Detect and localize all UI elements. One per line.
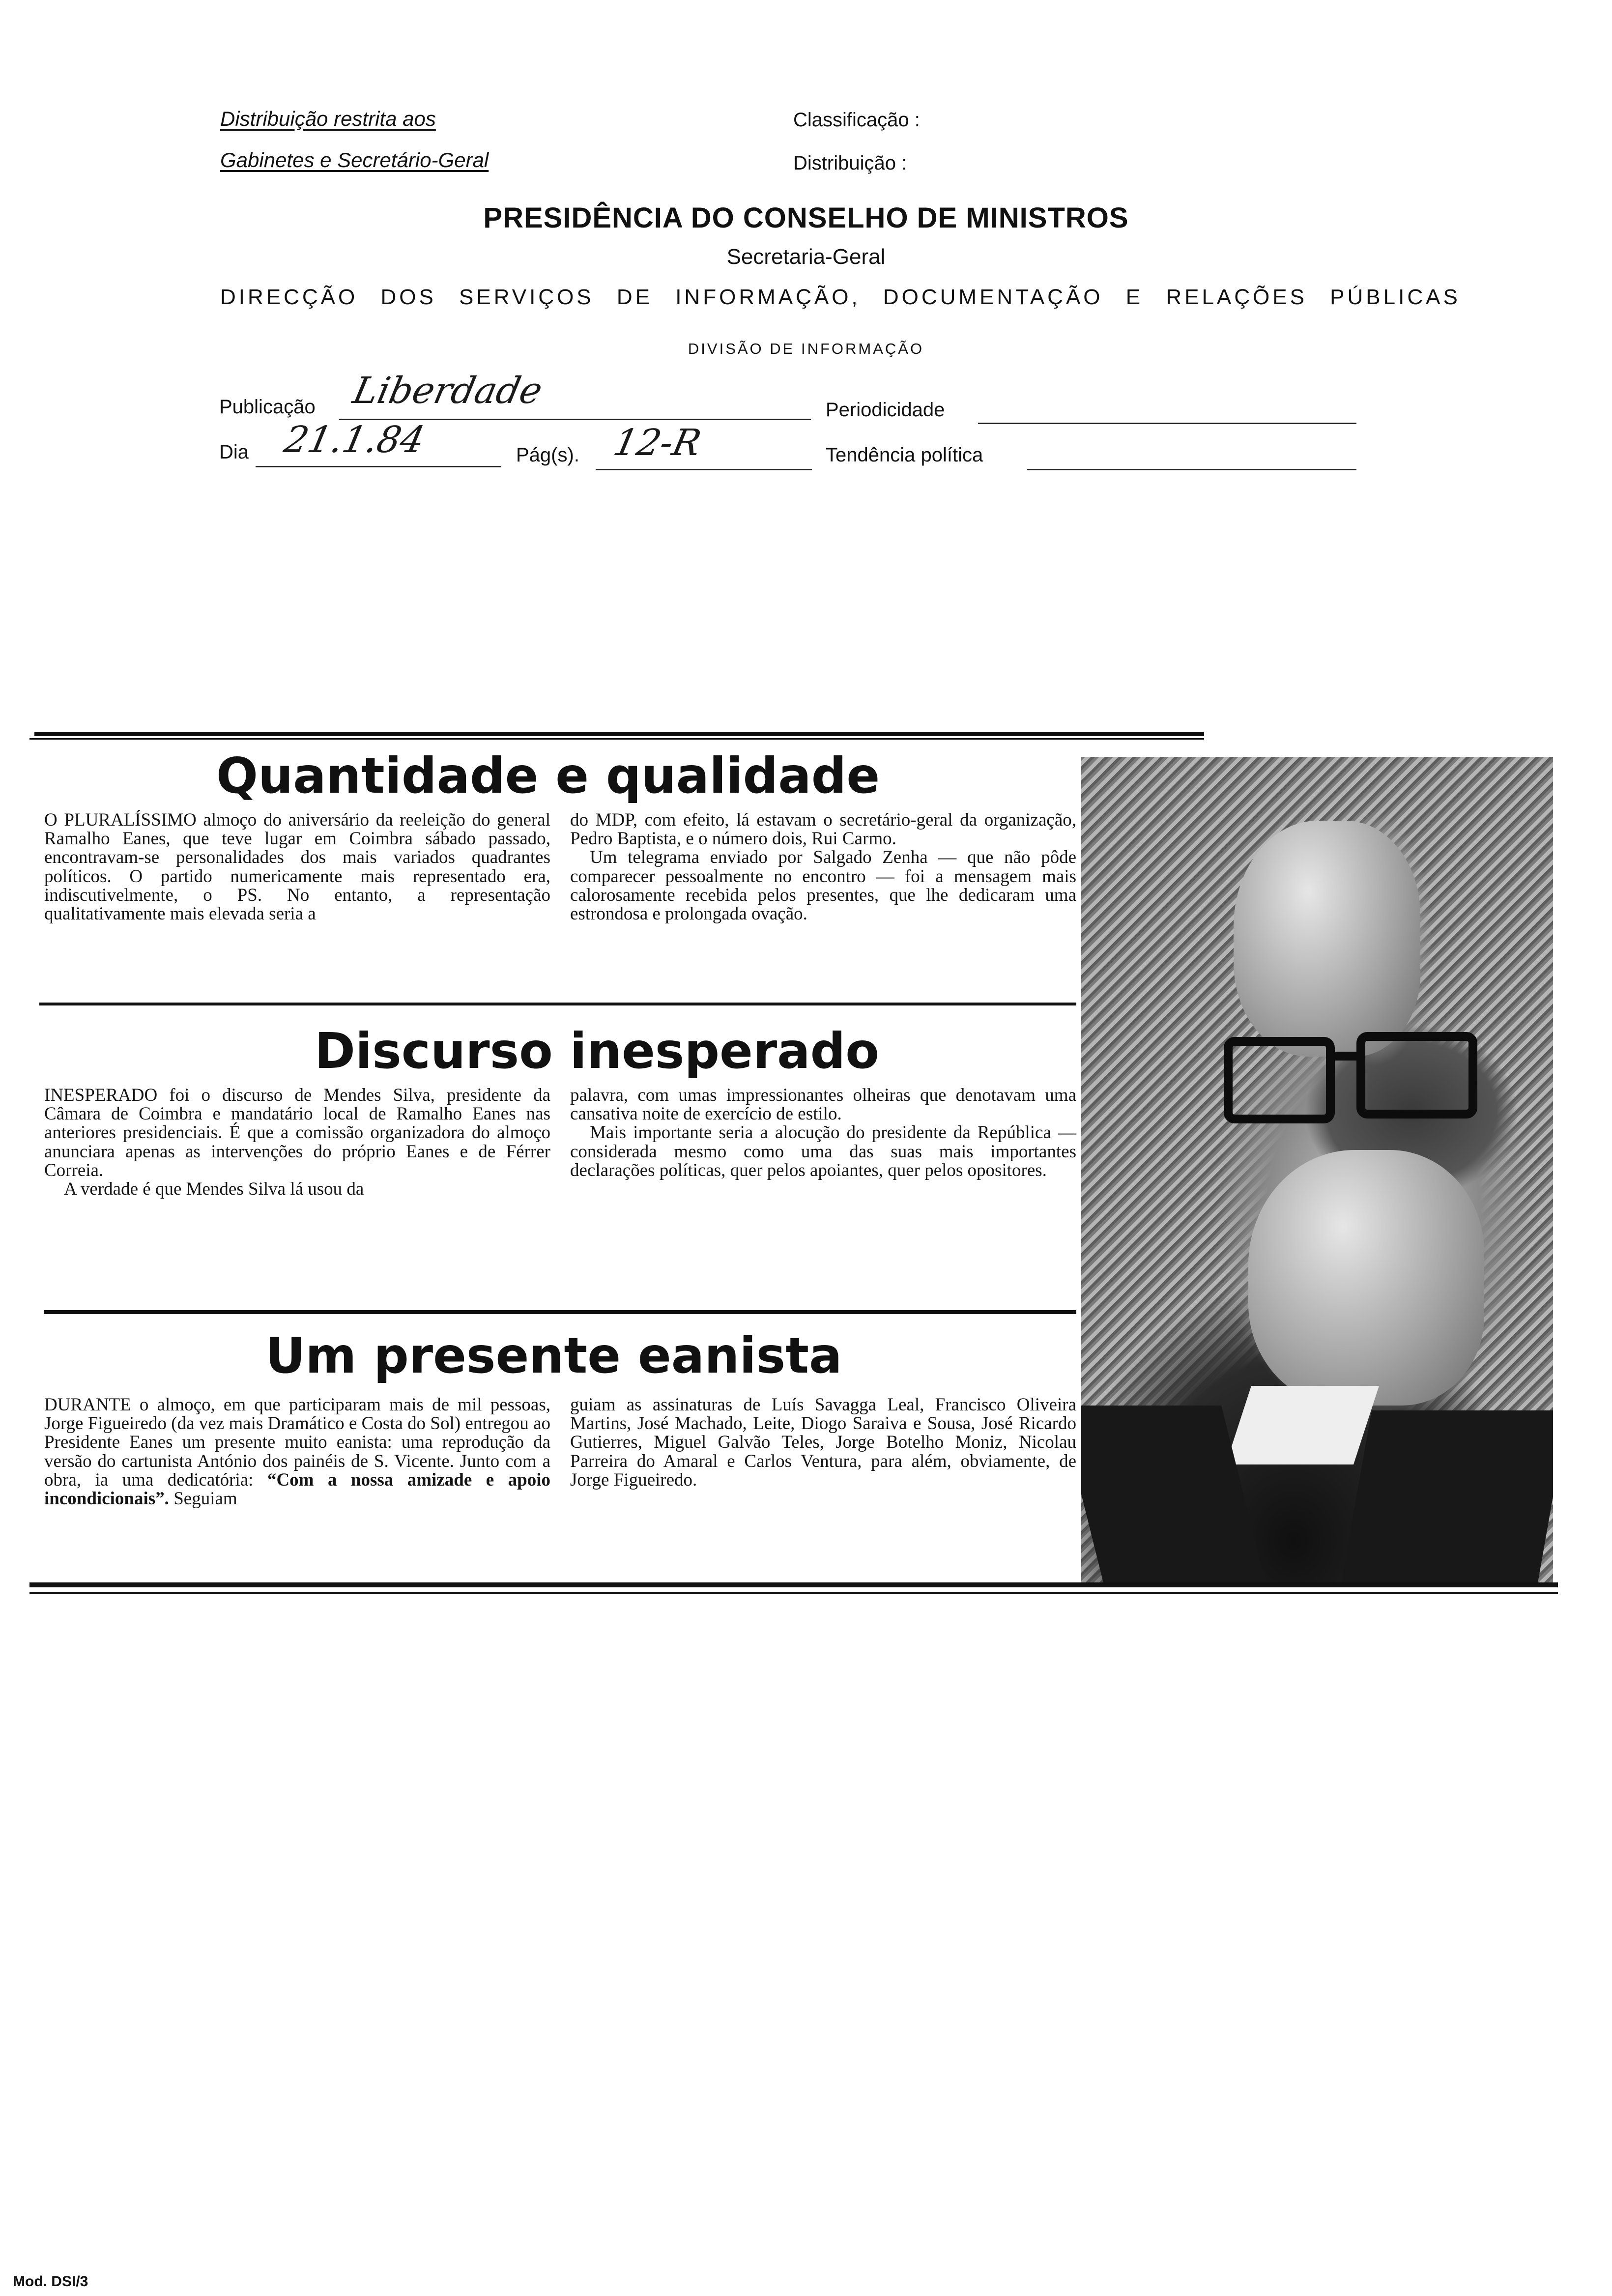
newspaper-clipping [29,727,1563,1632]
photo-head [1234,821,1420,1057]
distribuicao-label: Distribuição : [793,152,907,174]
top-rule-thin [29,738,1204,740]
tendencia-line [1027,469,1356,470]
section3-right-column: guiam as assinaturas de Luís Savagga Leal, Francisco Oliveira Martins, José Machado, Leite, Diogo Saraiva e Sousa, José Ricardo Gutierres, Miguel Galvão Teles, Jorge Botelho Moniz, Nicolau Parreira do Amaral e Carlos Ventura, para além, obviamente, de Jorge Figueiredo. [570,1395,1076,1490]
bottom-rule-thin [29,1592,1558,1594]
pags-label: Pág(s). [516,444,579,466]
publicacao-handwritten: Liberdade [349,370,547,412]
dia-handwritten: 21.1.84 [280,419,429,461]
pags-handwritten: 12-R [609,422,705,464]
dia-label: Dia [219,441,249,463]
top-rule [34,732,1204,736]
office-title: PRESIDÊNCIA DO CONSELHO DE MINISTROS [483,202,1129,234]
restricted-distribution-line-1: Distribuição restrita aos [220,107,436,130]
headline-presente: Um presente eanista [265,1327,842,1384]
division-title: DIVISÃO DE INFORMAÇÃO [688,340,924,357]
headline-discurso: Discurso inesperado [315,1022,879,1080]
section2-rule [44,1310,1076,1314]
photo-glasses-right [1356,1032,1477,1119]
photo-collar [1226,1386,1379,1464]
publicacao-label: Publicação [219,396,316,418]
photo-suit-right [1341,1410,1553,1582]
restricted-distribution-line-2: Gabinetes e Secretário-Geral [220,148,489,172]
portrait-photo [1081,757,1553,1582]
section1-rule [39,1003,1076,1005]
directorate-title: DIRECÇÃO DOS SERVIÇOS DE INFORMAÇÃO, DOCUMENTAÇÃO E RELAÇÕES PÚBLICAS [220,285,1461,309]
bottom-rule [29,1582,1558,1587]
classificacao-label: Classificação : [793,109,920,131]
dia-line [256,466,501,467]
periodicidade-line [978,423,1356,424]
periodicidade-label: Periodicidade [826,399,945,421]
photo-glasses-left [1224,1037,1335,1123]
section1-right-column: do MDP, com efeito, lá estavam o secretário-geral da organização, Pedro Baptista, e o número dois, Rui Carmo. Um telegrama enviado por Salgado Zenha — que não pôde comparecer pessoalmente no encontro — foi a mensagem mais calorosamente recebida pelos presentes, que lhe dedicaram uma estrondosa e prolongada ovação. [570,810,1076,924]
section1-left-column: O PLURALÍSSIMO almoço do aniversário da reeleição do general Ramalho Eanes, que teve lugar em Coimbra sábado passado, encontravam-se personalidades dos mais variados quadrantes políticos. O partido numericamente mais representado era, indiscutivelmente, o PS. No entanto, a representação qualitativamente mais elevada seria a [44,810,550,924]
section3-left-column: DURANTE o almoço, em que participaram mais de mil pessoas, Jorge Figueiredo (da vez mais Dramático e Costa do Sol) entregou ao Presidente Eanes um presente muito eanista: uma reprodução da versão do cartunista António dos painéis de S. Vicente. Junto com a obra, ia uma dedicatória: “Com a nossa amizade e apoio incondicionais”. Seguiam [44,1395,551,1509]
headline-quantidade: Quantidade e qualidade [216,747,880,804]
office-subtitle: Secretaria-Geral [726,245,886,269]
section2-right-column: palavra, com umas impressionantes olheiras que denotavam uma cansativa noite de exercício de estilo. Mais importante seria a alocução do presidente da República — considerada mesmo como uma das suas mais importantes declarações políticas, quer pelos apoiantes, quer pelos opositores. [570,1085,1076,1180]
pags-line [596,469,812,470]
section2-left-column: INESPERADO foi o discurso de Mendes Silva, presidente da Câmara de Coimbra e mandatário local de Ramalho Eanes nas anteriores presidenciais. É que a comissão organizadora do almoço anunciara apenas as intervenções do próprio Eanes e de Férrer Correia. A verdade é que Mendes Silva lá usou da [44,1085,550,1200]
form-code: Mod. DSI/3 [13,2273,88,2290]
photo-glasses-bridge [1327,1052,1361,1061]
tendencia-label: Tendência política [826,444,983,466]
photo-hand [1248,1150,1484,1406]
